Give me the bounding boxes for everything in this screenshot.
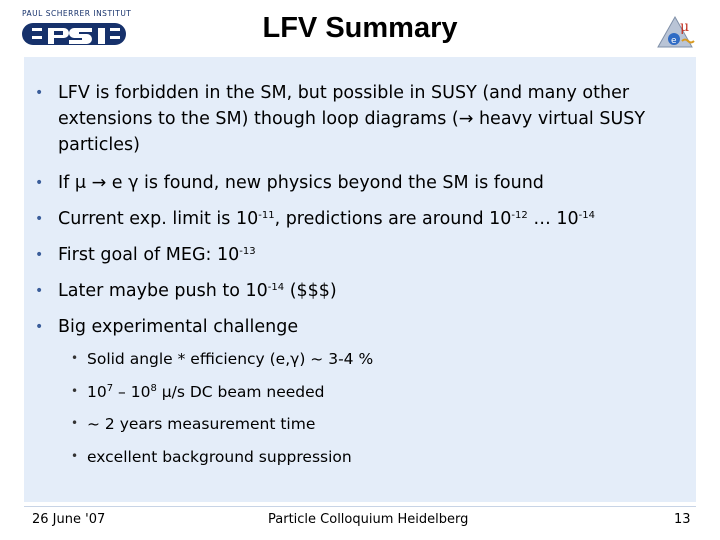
exponent: -14	[267, 282, 285, 293]
sub-bullet-text	[87, 381, 325, 403]
sub-bullet-text: excellent background suppression	[87, 448, 352, 466]
sub-bullet-dot: •	[71, 449, 79, 463]
sub-bullet-dot: •	[71, 351, 79, 365]
exponent: 8	[150, 383, 157, 394]
bullet-text	[58, 206, 595, 232]
svg-text:e: e	[671, 36, 677, 46]
exponent: -12	[511, 210, 528, 221]
sub-bullet-text: ~ 2 years measurement time	[87, 415, 316, 433]
page-title: LFV Summary	[262, 12, 458, 44]
footer-divider	[24, 506, 696, 507]
exponent: -13	[239, 246, 256, 257]
bullet-text: If μ → e γ is found, new physics beyond the SM is found	[58, 173, 544, 193]
text-part: μ/s DC beam needed	[156, 383, 325, 401]
bullet-dot: •	[35, 85, 44, 101]
sub-bullet-text: Solid angle * efficiency (e,γ) ~ 3-4 %	[87, 350, 374, 368]
bullet-text	[58, 278, 337, 304]
exponent: 7	[106, 383, 114, 394]
text-part: 10	[87, 383, 107, 401]
sub-bullet-dot: •	[71, 384, 79, 398]
text-part: Later maybe push to 10	[58, 281, 268, 301]
text-part: , predictions are around 10	[274, 209, 512, 229]
bullet-text: LFV is forbidden in the SM, but possible in SUSY (and many other extensions to the SM) though loop diagrams (→ heavy virtual SUSY particles)	[58, 83, 646, 155]
bullet-dot: •	[35, 283, 44, 299]
text-part: ($$$)	[284, 281, 337, 301]
footer-venue: Particle Colloquium Heidelberg	[268, 512, 469, 527]
mu-e-gamma-icon	[652, 13, 698, 49]
bullet-dot: •	[35, 247, 44, 263]
bullet-dot: •	[35, 319, 44, 335]
logo-text: PAUL SCHERRER INSTITUT	[22, 9, 132, 18]
exponent: -14	[578, 210, 595, 221]
sub-bullet-dot: •	[71, 416, 79, 430]
bullet-text	[58, 242, 256, 268]
text-part: … 10	[527, 209, 579, 229]
bullet-text: Big experimental challenge	[58, 317, 299, 337]
text-part: Current exp. limit is 10	[58, 209, 259, 229]
page-number: 13	[674, 512, 691, 527]
exponent: -11	[258, 210, 275, 221]
bullet-dot: •	[35, 175, 44, 191]
text-part: – 10	[113, 383, 151, 401]
footer-date: 26 June '07	[32, 512, 106, 527]
svg-text:μ: μ	[680, 19, 690, 35]
text-part: First goal of MEG: 10	[58, 245, 240, 265]
bullet-dot: •	[35, 211, 44, 227]
